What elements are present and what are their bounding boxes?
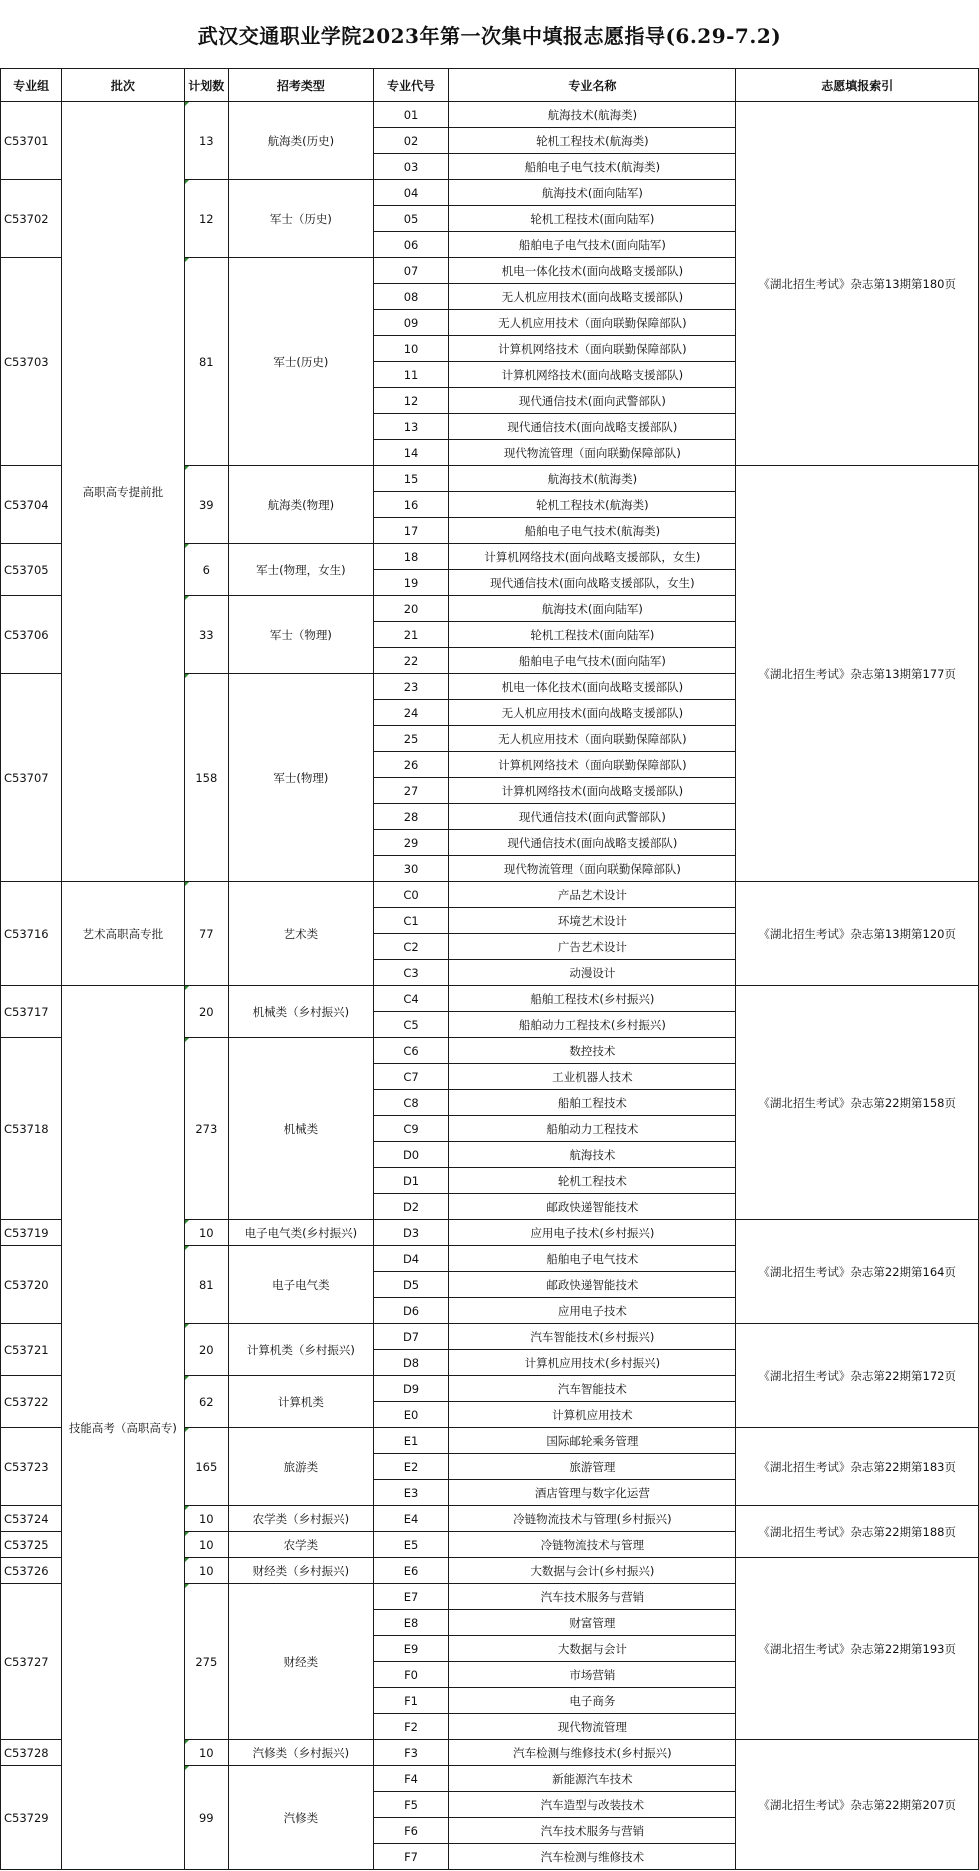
- cell-major: 船舶电子电气技术(航海类): [449, 154, 736, 180]
- cell-batch: 高职高专提前批: [62, 102, 184, 882]
- cell-code: 18: [373, 544, 449, 570]
- cell-code: C5: [373, 1012, 449, 1038]
- cell-type: 计算机类: [229, 1376, 374, 1428]
- cell-code: 14: [373, 440, 449, 466]
- table-row: [1, 882, 979, 908]
- cell-type: 汽修类（乡村振兴): [229, 1740, 374, 1766]
- cell-code: F4: [373, 1766, 449, 1792]
- cell-major: 无人机应用技术(面向战略支援部队): [449, 700, 736, 726]
- cell-major: 应用电子技术(乡村振兴): [449, 1220, 736, 1246]
- cell-major: 无人机应用技术（面向联勤保障部队): [449, 310, 736, 336]
- cell-code: D0: [373, 1142, 449, 1168]
- cell-code: E1: [373, 1428, 449, 1454]
- cell-code: E7: [373, 1584, 449, 1610]
- cell-major: 无人机应用技术（面向联勤保障部队): [449, 726, 736, 752]
- cell-type: 财经类: [229, 1584, 374, 1740]
- cell-type: 汽修类: [229, 1766, 374, 1870]
- cell-code: 17: [373, 518, 449, 544]
- cell-code: E9: [373, 1636, 449, 1662]
- cell-group: C53725: [1, 1532, 62, 1558]
- cell-major: 广告艺术设计: [449, 934, 736, 960]
- cell-group: C53723: [1, 1428, 62, 1506]
- cell-code: D7: [373, 1324, 449, 1350]
- cell-plan: 33: [184, 596, 229, 674]
- cell-code: 24: [373, 700, 449, 726]
- cell-major: 轮机工程技术(航海类): [449, 492, 736, 518]
- cell-plan: 273: [184, 1038, 229, 1220]
- cell-major: 航海技术(面向陆军): [449, 596, 736, 622]
- cell-group: C53729: [1, 1766, 62, 1870]
- header-type: 招考类型: [229, 69, 374, 102]
- cell-code: F2: [373, 1714, 449, 1740]
- cell-code: F1: [373, 1688, 449, 1714]
- cell-code: E3: [373, 1480, 449, 1506]
- cell-major: 新能源汽车技术: [449, 1766, 736, 1792]
- cell-index: 《湖北招生考试》杂志第22期第158页: [736, 986, 979, 1220]
- table-body: [1, 102, 979, 1870]
- cell-major: 航海技术: [449, 1142, 736, 1168]
- cell-code: 10: [373, 336, 449, 362]
- cell-code: 01: [373, 102, 449, 128]
- cell-code: 26: [373, 752, 449, 778]
- cell-major: 应用电子技术: [449, 1298, 736, 1324]
- cell-type: 机械类: [229, 1038, 374, 1220]
- cell-code: 21: [373, 622, 449, 648]
- cell-type: 农学类: [229, 1532, 374, 1558]
- cell-major: 船舶工程技术(乡村振兴): [449, 986, 736, 1012]
- table-row: [1, 102, 979, 128]
- cell-index: 《湖北招生考试》杂志第13期第120页: [736, 882, 979, 986]
- cell-type: 电子电气类: [229, 1246, 374, 1324]
- cell-type: 军士(物理，女生): [229, 544, 374, 596]
- cell-plan: 77: [184, 882, 229, 986]
- cell-group: C53717: [1, 986, 62, 1038]
- cell-major: 动漫设计: [449, 960, 736, 986]
- cell-code: 20: [373, 596, 449, 622]
- cell-plan: 81: [184, 258, 229, 466]
- cell-code: 27: [373, 778, 449, 804]
- cell-code: 11: [373, 362, 449, 388]
- cell-type: 军士（历史): [229, 180, 374, 258]
- cell-code: C7: [373, 1064, 449, 1090]
- cell-major: 现代通信技术(面向战略支援部队，女生): [449, 570, 736, 596]
- cell-major: 船舶动力工程技术: [449, 1116, 736, 1142]
- cell-code: D1: [373, 1168, 449, 1194]
- cell-code: D4: [373, 1246, 449, 1272]
- cell-group: C53724: [1, 1506, 62, 1532]
- header-row: [1, 69, 979, 102]
- cell-major: 旅游管理: [449, 1454, 736, 1480]
- cell-major: 大数据与会计(乡村振兴): [449, 1558, 736, 1584]
- cell-major: 航海技术(航海类): [449, 102, 736, 128]
- cell-major: 无人机应用技术(面向战略支援部队): [449, 284, 736, 310]
- cell-plan: 158: [184, 674, 229, 882]
- header-code: 专业代号: [373, 69, 449, 102]
- cell-major: 轮机工程技术(面向陆军): [449, 622, 736, 648]
- cell-batch: 艺术高职高专批: [62, 882, 184, 986]
- cell-group: C53722: [1, 1376, 62, 1428]
- cell-plan: 13: [184, 102, 229, 180]
- cell-major: 现代通信技术(面向战略支援部队): [449, 414, 736, 440]
- cell-group: C53721: [1, 1324, 62, 1376]
- cell-code: 25: [373, 726, 449, 752]
- cell-major: 航海技术(面向陆军): [449, 180, 736, 206]
- cell-type: 农学类（乡村振兴): [229, 1506, 374, 1532]
- cell-plan: 62: [184, 1376, 229, 1428]
- cell-plan: 20: [184, 986, 229, 1038]
- cell-major: 冷链物流技术与管理(乡村振兴): [449, 1506, 736, 1532]
- cell-code: F5: [373, 1792, 449, 1818]
- cell-major: 轮机工程技术(面向陆军): [449, 206, 736, 232]
- cell-group: C53719: [1, 1220, 62, 1246]
- cell-major: 汽车智能技术: [449, 1376, 736, 1402]
- cell-major: 计算机应用技术: [449, 1402, 736, 1428]
- cell-type: 军士(历史): [229, 258, 374, 466]
- cell-major: 大数据与会计: [449, 1636, 736, 1662]
- cell-major: 现代物流管理（面向联勤保障部队): [449, 856, 736, 882]
- cell-major: 计算机网络技术（面向联勤保障部队): [449, 752, 736, 778]
- cell-major: 邮政快递智能技术: [449, 1194, 736, 1220]
- cell-plan: 10: [184, 1740, 229, 1766]
- header-plan: 计划数: [184, 69, 229, 102]
- cell-code: 16: [373, 492, 449, 518]
- cell-index: 《湖北招生考试》杂志第22期第164页: [736, 1220, 979, 1324]
- cell-group: C53702: [1, 180, 62, 258]
- cell-major: 现代物流管理: [449, 1714, 736, 1740]
- cell-plan: 20: [184, 1324, 229, 1376]
- table-row: [1, 986, 979, 1012]
- cell-code: E4: [373, 1506, 449, 1532]
- cell-major: 航海技术(航海类): [449, 466, 736, 492]
- cell-code: D3: [373, 1220, 449, 1246]
- cell-group: C53707: [1, 674, 62, 882]
- cell-plan: 10: [184, 1532, 229, 1558]
- cell-group: C53705: [1, 544, 62, 596]
- cell-code: F6: [373, 1818, 449, 1844]
- cell-index: 《湖北招生考试》杂志第22期第193页: [736, 1558, 979, 1740]
- cell-code: C9: [373, 1116, 449, 1142]
- cell-code: 30: [373, 856, 449, 882]
- header-index: 志愿填报索引: [736, 69, 979, 102]
- cell-major: 汽车技术服务与营销: [449, 1818, 736, 1844]
- cell-major: 船舶工程技术: [449, 1090, 736, 1116]
- cell-code: C8: [373, 1090, 449, 1116]
- cell-group: C53701: [1, 102, 62, 180]
- cell-code: 23: [373, 674, 449, 700]
- cell-type: 航海类(历史): [229, 102, 374, 180]
- cell-code: 08: [373, 284, 449, 310]
- cell-code: C4: [373, 986, 449, 1012]
- cell-plan: 10: [184, 1506, 229, 1532]
- cell-major: 船舶动力工程技术(乡村振兴): [449, 1012, 736, 1038]
- cell-code: C6: [373, 1038, 449, 1064]
- cell-major: 计算机网络技术(面向战略支援部队): [449, 362, 736, 388]
- cell-code: 04: [373, 180, 449, 206]
- cell-code: D8: [373, 1350, 449, 1376]
- cell-code: E6: [373, 1558, 449, 1584]
- cell-type: 旅游类: [229, 1428, 374, 1506]
- cell-code: C2: [373, 934, 449, 960]
- cell-code: C1: [373, 908, 449, 934]
- cell-type: 航海类(物理): [229, 466, 374, 544]
- header-group: 专业组: [1, 69, 62, 102]
- cell-plan: 99: [184, 1766, 229, 1870]
- cell-code: E0: [373, 1402, 449, 1428]
- cell-code: 07: [373, 258, 449, 284]
- cell-code: D5: [373, 1272, 449, 1298]
- cell-group: C53718: [1, 1038, 62, 1220]
- cell-major: 轮机工程技术(航海类): [449, 128, 736, 154]
- cell-group: C53716: [1, 882, 62, 986]
- cell-code: D6: [373, 1298, 449, 1324]
- cell-major: 环境艺术设计: [449, 908, 736, 934]
- cell-major: 汽车造型与改装技术: [449, 1792, 736, 1818]
- cell-code: 02: [373, 128, 449, 154]
- cell-major: 电子商务: [449, 1688, 736, 1714]
- cell-major: 邮政快递智能技术: [449, 1272, 736, 1298]
- admission-guide-table: [0, 68, 979, 1870]
- cell-major: 机电一体化技术(面向战略支援部队): [449, 258, 736, 284]
- cell-code: C0: [373, 882, 449, 908]
- cell-index: 《湖北招生考试》杂志第22期第207页: [736, 1740, 979, 1870]
- cell-major: 计算机网络技术(面向战略支援部队，女生): [449, 544, 736, 570]
- cell-index: 《湖北招生考试》杂志第22期第172页: [736, 1324, 979, 1428]
- cell-plan: 6: [184, 544, 229, 596]
- cell-major: 汽车检测与维修技术: [449, 1844, 736, 1870]
- cell-major: 现代通信技术(面向战略支援部队): [449, 830, 736, 856]
- cell-type: 电子电气类(乡村振兴): [229, 1220, 374, 1246]
- cell-major: 轮机工程技术: [449, 1168, 736, 1194]
- cell-major: 酒店管理与数字化运营: [449, 1480, 736, 1506]
- cell-index: 《湖北招生考试》杂志第13期第177页: [736, 466, 979, 882]
- cell-major: 计算机网络技术（面向联勤保障部队): [449, 336, 736, 362]
- cell-code: 03: [373, 154, 449, 180]
- cell-major: 工业机器人技术: [449, 1064, 736, 1090]
- cell-major: 产品艺术设计: [449, 882, 736, 908]
- cell-group: C53726: [1, 1558, 62, 1584]
- cell-major: 船舶电子电气技术(面向陆军): [449, 648, 736, 674]
- cell-major: 市场营销: [449, 1662, 736, 1688]
- cell-code: D2: [373, 1194, 449, 1220]
- cell-code: 22: [373, 648, 449, 674]
- header-batch: 批次: [62, 69, 184, 102]
- cell-plan: 10: [184, 1220, 229, 1246]
- cell-code: C3: [373, 960, 449, 986]
- cell-type: 计算机类（乡村振兴): [229, 1324, 374, 1376]
- cell-group: C53728: [1, 1740, 62, 1766]
- cell-code: 06: [373, 232, 449, 258]
- cell-code: 19: [373, 570, 449, 596]
- cell-major: 现代物流管理（面向联勤保障部队): [449, 440, 736, 466]
- cell-code: 09: [373, 310, 449, 336]
- cell-code: F3: [373, 1740, 449, 1766]
- cell-code: F7: [373, 1844, 449, 1870]
- cell-code: 05: [373, 206, 449, 232]
- cell-type: 军士（物理): [229, 596, 374, 674]
- cell-plan: 81: [184, 1246, 229, 1324]
- cell-group: C53720: [1, 1246, 62, 1324]
- cell-plan: 10: [184, 1558, 229, 1584]
- cell-group: C53727: [1, 1584, 62, 1740]
- page-title: 武汉交通职业学院2023年第一次集中填报志愿指导(6.29-7.2): [197, 24, 782, 48]
- cell-type: 艺术类: [229, 882, 374, 986]
- cell-major: 数控技术: [449, 1038, 736, 1064]
- cell-major: 汽车技术服务与营销: [449, 1584, 736, 1610]
- cell-major: 国际邮轮乘务管理: [449, 1428, 736, 1454]
- cell-major: 汽车检测与维修技术(乡村振兴): [449, 1740, 736, 1766]
- cell-index: 《湖北招生考试》杂志第22期第188页: [736, 1506, 979, 1558]
- cell-group: C53704: [1, 466, 62, 544]
- cell-major: 现代通信技术(面向武警部队): [449, 388, 736, 414]
- cell-major: 冷链物流技术与管理: [449, 1532, 736, 1558]
- cell-code: 15: [373, 466, 449, 492]
- cell-type: 财经类（乡村振兴): [229, 1558, 374, 1584]
- cell-plan: 39: [184, 466, 229, 544]
- cell-group: C53706: [1, 596, 62, 674]
- cell-major: 船舶电子电气技术(面向陆军): [449, 232, 736, 258]
- cell-major: 机电一体化技术(面向战略支援部队): [449, 674, 736, 700]
- cell-major: 计算机应用技术(乡村振兴): [449, 1350, 736, 1376]
- cell-major: 财富管理: [449, 1610, 736, 1636]
- cell-batch: 技能高考（高职高专): [62, 986, 184, 1870]
- cell-code: D9: [373, 1376, 449, 1402]
- cell-major: 计算机网络技术(面向战略支援部队): [449, 778, 736, 804]
- cell-group: C53703: [1, 258, 62, 466]
- cell-code: E2: [373, 1454, 449, 1480]
- cell-major: 船舶电子电气技术: [449, 1246, 736, 1272]
- cell-type: 军士(物理): [229, 674, 374, 882]
- cell-major: 现代通信技术(面向武警部队): [449, 804, 736, 830]
- cell-type: 机械类（乡村振兴): [229, 986, 374, 1038]
- cell-major: 汽车智能技术(乡村振兴): [449, 1324, 736, 1350]
- cell-code: F0: [373, 1662, 449, 1688]
- cell-code: 28: [373, 804, 449, 830]
- cell-index: 《湖北招生考试》杂志第22期第183页: [736, 1428, 979, 1506]
- cell-code: 12: [373, 388, 449, 414]
- cell-code: E8: [373, 1610, 449, 1636]
- cell-index: 《湖北招生考试》杂志第13期第180页: [736, 102, 979, 466]
- cell-plan: 275: [184, 1584, 229, 1740]
- cell-code: 13: [373, 414, 449, 440]
- cell-plan: 165: [184, 1428, 229, 1506]
- cell-plan: 12: [184, 180, 229, 258]
- cell-code: E5: [373, 1532, 449, 1558]
- cell-major: 船舶电子电气技术(航海类): [449, 518, 736, 544]
- cell-code: 29: [373, 830, 449, 856]
- header-major: 专业名称: [449, 69, 736, 102]
